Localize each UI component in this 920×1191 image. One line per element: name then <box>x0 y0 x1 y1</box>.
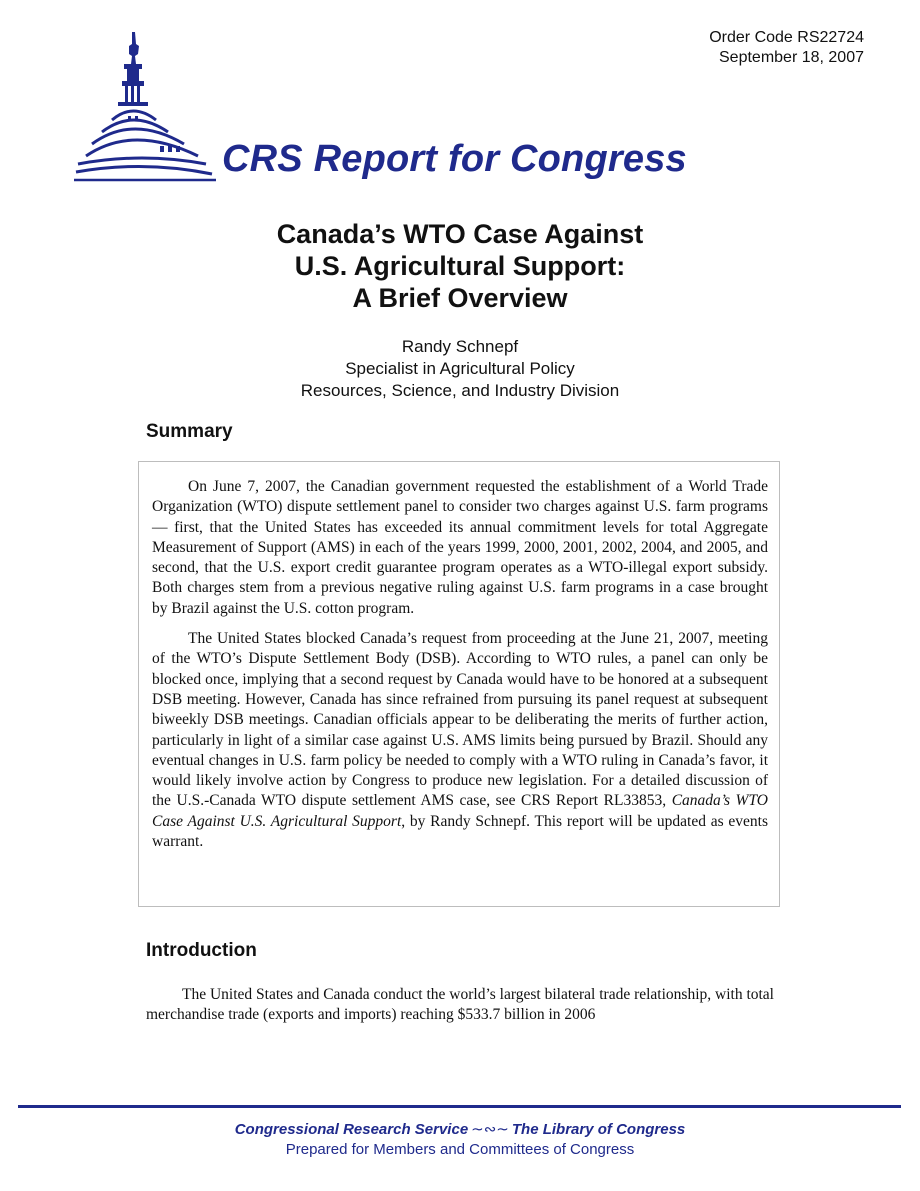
cited-report-title: Canada’s WTO Case Against U.S. Agricultural Support <box>152 792 768 830</box>
author-division: Resources, Science, and Industry Division <box>300 381 620 400</box>
introduction-paragraph: The United States and Canada conduct the world’s largest bilateral trade relationship, with total merchandise trade (exports and imports) reaching $533.7 billion in 2006 <box>146 986 774 1024</box>
footer-divider <box>18 1105 901 1108</box>
order-info <box>709 28 864 68</box>
summary-paragraph-1: On June 7, 2007, the Canadian government requested the establishment of a World Trade Organization (WTO) dispute settlement panel to consider two charges against U.S. farm programs — first, that the United States has exceeded its annual commitment levels for total Aggregate Measurement of Support (AMS) in each of the years 1999, 2000, 2001, 2002, 2004, and 2005, and second, that the U.S. export credit guarantee program operates as a WTO-illegal export subsidy. Both charges stem from a previous negative ruling against U.S. farm programs in a case brought by Brazil against the U.S. cotton program. <box>152 478 768 617</box>
summary-paragraph-2 <box>152 629 768 852</box>
title-line-1: Canada’s WTO Case Against <box>276 219 644 249</box>
title-line-2: U.S. Agricultural Support: <box>294 251 626 281</box>
title-line-3: A Brief Overview <box>352 283 568 313</box>
author-block <box>0 336 920 402</box>
author-name: Randy Schnepf <box>401 337 519 356</box>
summary-box <box>138 461 780 907</box>
footer-prepared: Prepared for Members and Committees of Congress <box>285 1141 635 1158</box>
footer-library: The Library of Congress <box>511 1121 686 1138</box>
footer-org: Congressional Research Service <box>234 1121 469 1138</box>
capitol-dome-logo-icon <box>72 24 222 190</box>
introduction-heading: Introduction <box>146 940 257 961</box>
report-date: September 18, 2007 <box>719 49 864 66</box>
footer-line-1 <box>0 1120 920 1140</box>
summary-paragraph-2-text: The United States blocked Canada’s request from proceeding at the June 21, 2007, meeting of the WTO’s Dispute Settlement Body (DSB). According to WTO rules, a panel can only be blocked once, implying that a second request by Canada would have to be honored at a subsequent DSB meeting. However, Canada has since refrained from pursuing its panel request at subsequent biweekly DSB meetings. Canadian officials appear to be deliberating the merits of further action, particularly in light of a similar case against U.S. AMS limits being pursued by Brazil. Should any eventual changes in U.S. farm policy be needed to comply with a WTO ruling in Canada’s favor, it would likely involve action by Congress to produce new legislation. For a detailed discussion of the U.S.-Canada WTO dispute settlement AMS case, see CRS Report RL33853, <box>152 630 768 810</box>
summary-paragraph-2-end: , by Randy Schnepf. This report will be updated as events warrant. <box>152 812 768 851</box>
order-code: Order Code RS22724 <box>709 29 864 46</box>
report-title <box>0 218 920 314</box>
summary-heading: Summary <box>146 421 233 442</box>
crs-report-logo-text: CRS Report for Congress <box>222 138 687 180</box>
footer <box>0 1120 920 1160</box>
author-position: Specialist in Agricultural Policy <box>345 359 575 378</box>
ornament-icon: ∼∾∼ <box>471 1121 509 1138</box>
